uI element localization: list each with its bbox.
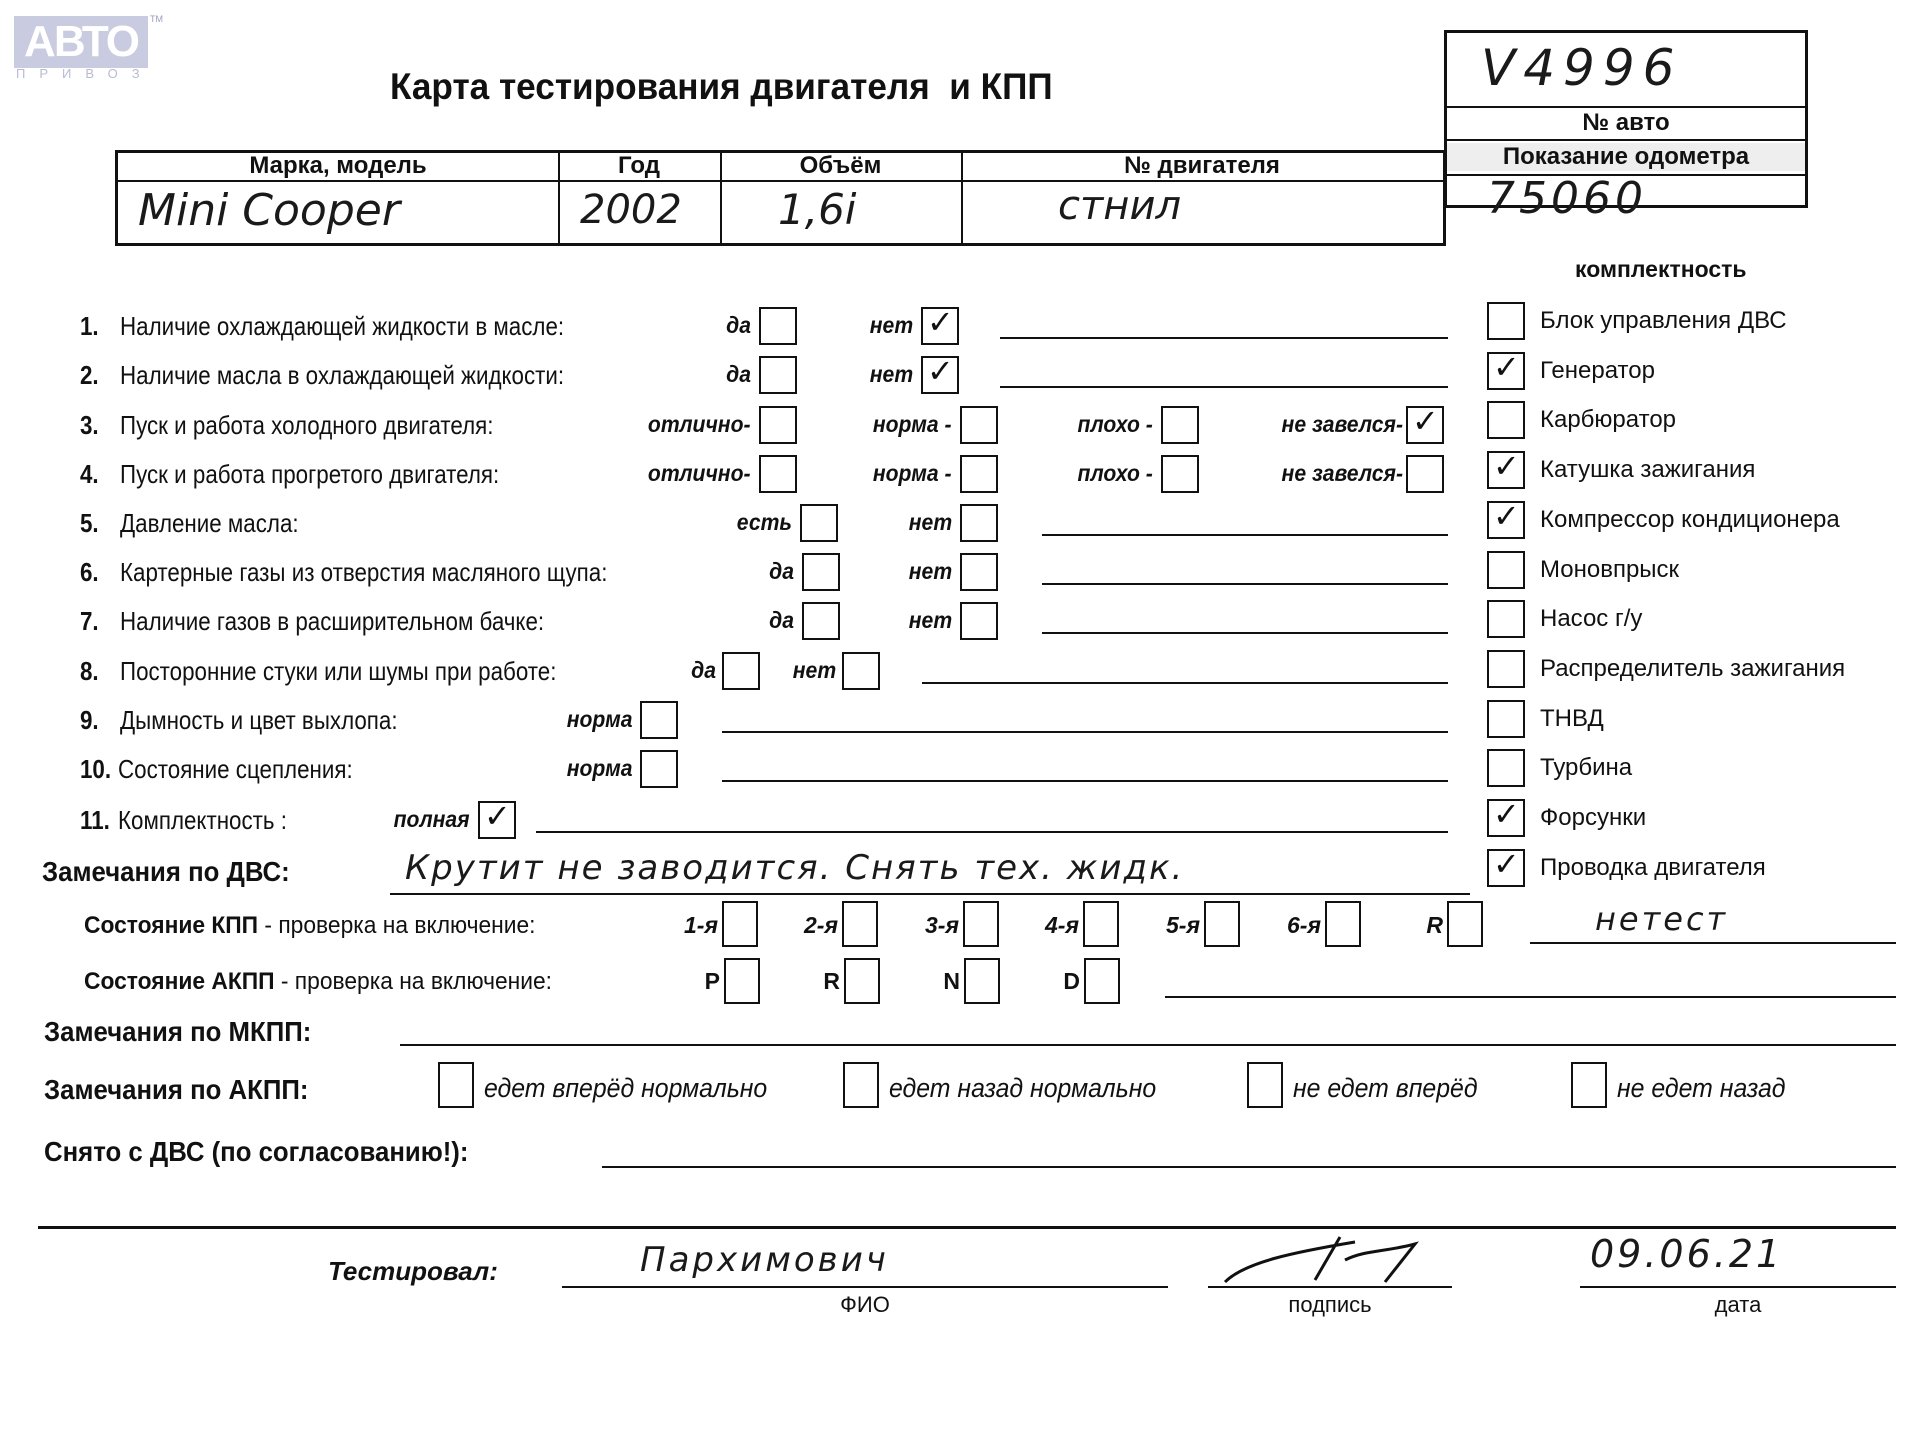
completeness-item-label: Распределитель зажигания — [1540, 654, 1846, 682]
question-text: Картерные газы из отверстия масляного щупа: — [120, 557, 608, 587]
option-checkbox[interactable] — [1161, 455, 1199, 493]
gear-label: R — [1426, 912, 1443, 938]
page-title: Карта тестирования двигателя и КПП — [390, 66, 1053, 107]
signature-caption: подпись — [1288, 1292, 1372, 1317]
option-label: норма — [566, 755, 632, 781]
auto-gearbox-note-line — [1165, 996, 1896, 998]
auto-position-label: P — [704, 968, 720, 994]
option-checkbox[interactable] — [759, 356, 797, 394]
question-text: Давление масла: — [120, 508, 299, 538]
signature-mark — [1215, 1232, 1445, 1292]
check-mark-icon: ✓ — [1493, 795, 1520, 833]
engine-number-value[interactable]: стнил — [1058, 183, 1182, 229]
question-text: Наличие охлаждающей жидкости в масле: — [120, 311, 565, 341]
gear-checkbox[interactable] — [1447, 901, 1483, 947]
manual-gearbox-note[interactable]: нетест — [1595, 900, 1729, 938]
akpp-option-label: едет назад нормально — [889, 1073, 1157, 1103]
gear-label: 6-я — [1287, 912, 1321, 938]
question-text: Наличие масла в охлаждающей жидкости: — [120, 360, 565, 390]
option-label: нет — [908, 607, 952, 633]
option-checkbox[interactable] — [960, 455, 998, 493]
completeness-item-label: Турбина — [1540, 754, 1633, 782]
option-checkbox[interactable] — [960, 602, 998, 640]
mkpp-remarks-line[interactable] — [400, 1044, 1896, 1046]
option-checkbox[interactable] — [1406, 455, 1444, 493]
check-mark-icon: ✓ — [1412, 402, 1439, 440]
manual-gearbox-label-rest: - проверка на включение: — [258, 912, 536, 939]
engine-remarks-value[interactable]: Крутит не заводится. Снять тех. жидк. — [405, 848, 1185, 888]
completeness-title: комплектность — [1575, 256, 1747, 282]
option-checkbox[interactable] — [960, 553, 998, 591]
vehicle-info-table — [115, 150, 1446, 246]
completeness-checkbox[interactable] — [1487, 795, 1525, 837]
question-number: 6. — [80, 557, 99, 587]
gear-checkbox[interactable] — [1204, 901, 1240, 947]
option-checkbox[interactable] — [759, 307, 797, 345]
separator-line — [38, 1226, 1896, 1229]
car-number-value[interactable]: V4996 — [1481, 39, 1683, 97]
question-number: 8. — [80, 656, 99, 686]
completeness-checkbox[interactable] — [1487, 347, 1525, 390]
completeness-item-label: Катушка зажигания — [1540, 456, 1756, 484]
option-label: отлично- — [648, 411, 751, 437]
check-mark-icon: ✓ — [927, 303, 954, 341]
auto-position-checkbox[interactable] — [724, 958, 760, 1004]
column-header-volume: Объём — [799, 152, 882, 179]
option-checkbox[interactable] — [640, 701, 678, 739]
auto-gearbox-label-rest: - проверка на включение: — [274, 968, 552, 995]
gear-checkbox[interactable] — [842, 901, 878, 947]
completeness-checkbox[interactable] — [1487, 447, 1525, 489]
question-number: 2. — [80, 360, 99, 390]
completeness-checkbox[interactable] — [1487, 700, 1525, 738]
gear-label: 2-я — [804, 912, 838, 938]
completeness-checkbox[interactable] — [1487, 302, 1525, 340]
option-label: полная — [393, 806, 470, 832]
option-label: есть — [736, 509, 792, 535]
removed-label: Снято с ДВС (по согласованию!): — [44, 1136, 469, 1167]
check-mark-icon: ✓ — [1493, 347, 1520, 386]
option-label: нет — [869, 312, 913, 338]
completeness-item-label: Генератор — [1540, 356, 1655, 384]
option-label: да — [726, 361, 751, 387]
option-checkbox[interactable] — [802, 553, 840, 591]
car-number-box — [1444, 30, 1808, 224]
completeness-checkbox[interactable] — [1487, 496, 1525, 539]
akpp-option-label: не едет назад — [1617, 1073, 1786, 1103]
completeness-item-label: Карбюратор — [1540, 406, 1677, 434]
option-label: нет — [908, 509, 952, 535]
name-line — [562, 1286, 1168, 1288]
option-label: норма - — [873, 460, 952, 486]
option-label: не завелся- — [1281, 460, 1403, 486]
auto-position-checkbox[interactable] — [1084, 958, 1120, 1004]
completeness-item-label: Компрессор кондиционера — [1540, 505, 1840, 533]
question-number: 10. — [80, 754, 112, 784]
option-checkbox[interactable] — [802, 602, 840, 640]
option-label: нет — [908, 558, 952, 584]
completeness-item-label: Моновпрыск — [1540, 555, 1680, 583]
logo-subtitle: ПРИВОЗ — [16, 66, 154, 81]
manual-gearbox-label — [84, 912, 536, 940]
option-checkbox[interactable] — [640, 750, 678, 788]
volume-value[interactable]: 1,6i — [778, 185, 857, 234]
question-text: Комплектность : — [118, 805, 287, 835]
completeness-item-label: Проводка двигателя — [1540, 853, 1766, 881]
option-checkbox[interactable] — [722, 652, 760, 690]
question-notes-line[interactable] — [722, 780, 1448, 782]
auto-position-label: D — [1063, 968, 1080, 994]
option-checkbox[interactable] — [759, 455, 797, 493]
car-number-label: № авто — [1582, 109, 1670, 136]
option-label: норма — [566, 706, 632, 732]
akpp-option-label: едет вперёд нормально — [484, 1073, 768, 1103]
question-text: Пуск и работа холодного двигателя: — [120, 410, 494, 440]
completeness-item-label: Блок управления ДВС — [1540, 307, 1787, 334]
option-label: да — [726, 312, 751, 338]
option-label: да — [769, 558, 794, 584]
question-number: 9. — [80, 705, 99, 735]
logo: АВТО — [14, 16, 148, 68]
check-mark-icon: ✓ — [1493, 844, 1520, 883]
option-checkbox[interactable] — [1406, 402, 1444, 444]
option-label: да — [769, 607, 794, 633]
option-checkbox[interactable] — [759, 406, 797, 444]
gear-label: 4-я — [1045, 912, 1079, 938]
question-notes-line[interactable] — [1000, 337, 1448, 339]
manual-gearbox-note-line — [1530, 942, 1896, 944]
question-text: Пуск и работа прогретого двигателя: — [120, 459, 500, 489]
option-label: нет — [869, 361, 913, 387]
option-label: да — [691, 657, 716, 683]
option-checkbox[interactable] — [960, 406, 998, 444]
completeness-checkbox[interactable] — [1487, 650, 1525, 688]
removed-line[interactable] — [602, 1166, 1896, 1168]
auto-gearbox-label-bold: Состояние АКПП — [84, 968, 275, 995]
trademark: TM — [150, 14, 163, 24]
completeness-checkbox[interactable] — [1487, 401, 1525, 439]
question-text: Посторонние стуки или шумы при работе: — [120, 656, 557, 686]
akpp-option-checkbox[interactable] — [1247, 1062, 1283, 1108]
date-value[interactable]: 09.06.21 — [1590, 1232, 1784, 1276]
column-header-engine-number: № двигателя — [1124, 152, 1280, 179]
completeness-checkbox[interactable] — [1487, 844, 1525, 887]
option-checkbox[interactable] — [960, 504, 998, 542]
year-value[interactable]: 2002 — [580, 187, 682, 233]
odometer-label: Показание одометра — [1447, 143, 1805, 171]
question-notes-line[interactable] — [1042, 632, 1448, 634]
question-number: 3. — [80, 410, 99, 440]
question-text: Состояние сцепления: — [118, 754, 353, 784]
check-mark-icon: ✓ — [927, 352, 954, 390]
gear-checkbox[interactable] — [963, 901, 999, 947]
option-checkbox[interactable] — [1161, 406, 1199, 444]
gear-checkbox[interactable] — [722, 901, 758, 947]
completeness-item-label: Насос г/у — [1540, 605, 1643, 633]
akpp-remarks-label: Замечания по АКПП: — [44, 1074, 309, 1105]
engine-remarks-line — [390, 893, 1470, 895]
question-text: Дымность и цвет выхлопа: — [120, 705, 398, 735]
option-label: норма - — [873, 411, 952, 437]
auto-position-checkbox[interactable] — [844, 958, 880, 1004]
gear-checkbox[interactable] — [1083, 901, 1119, 947]
question-number: 11. — [80, 805, 110, 835]
question-notes-line[interactable] — [1042, 583, 1448, 585]
option-label: нет — [792, 657, 836, 683]
manual-gearbox-label-bold: Состояние КПП — [84, 912, 259, 939]
date-caption: дата — [1714, 1292, 1762, 1317]
completeness-checkbox[interactable] — [1487, 600, 1525, 638]
completeness-item-label: ТНВД — [1540, 704, 1604, 732]
question-notes-line[interactable] — [722, 731, 1448, 733]
gear-label: 1-я — [684, 912, 718, 938]
completeness-checkbox[interactable] — [1487, 551, 1525, 589]
engine-remarks-label: Замечания по ДВС: — [42, 856, 290, 887]
check-mark-icon: ✓ — [1493, 496, 1520, 535]
column-header-model: Марка, модель — [249, 152, 427, 179]
option-checkbox[interactable] — [478, 797, 516, 839]
option-checkbox[interactable] — [842, 652, 880, 690]
auto-position-label: N — [943, 968, 960, 994]
question-number: 7. — [80, 606, 99, 636]
auto-position-label: R — [823, 968, 840, 994]
mkpp-remarks-label: Замечания по МКПП: — [44, 1016, 312, 1047]
option-label: плохо - — [1077, 411, 1153, 437]
option-checkbox[interactable] — [921, 303, 959, 345]
gear-label: 3-я — [925, 912, 959, 938]
question-notes-line[interactable] — [536, 831, 1448, 833]
akpp-option-checkbox[interactable] — [1571, 1062, 1607, 1108]
completeness-checkbox[interactable] — [1487, 749, 1525, 787]
gear-checkbox[interactable] — [1325, 901, 1361, 947]
akpp-option-checkbox[interactable] — [438, 1062, 474, 1108]
auto-gearbox-label — [84, 968, 552, 996]
gear-label: 5-я — [1166, 912, 1200, 938]
question-text: Наличие газов в расширительном бачке: — [120, 606, 545, 636]
option-label: не завелся- — [1281, 411, 1403, 437]
question-number: 1. — [80, 311, 99, 341]
completeness-item-label: Форсунки — [1540, 804, 1647, 831]
option-checkbox[interactable] — [800, 504, 838, 542]
odometer-value[interactable]: 75060 — [1487, 173, 1647, 224]
question-notes-line[interactable] — [1000, 386, 1448, 388]
tester-name[interactable]: Пархимович — [640, 1240, 889, 1280]
question-notes-line[interactable] — [922, 682, 1448, 684]
question-notes-line[interactable] — [1042, 534, 1448, 536]
option-label: отлично- — [648, 460, 751, 486]
question-number: 4. — [80, 459, 99, 489]
akpp-option-checkbox[interactable] — [843, 1062, 879, 1108]
column-header-year: Год — [618, 152, 660, 179]
check-mark-icon: ✓ — [1493, 447, 1520, 486]
question-number: 5. — [80, 508, 99, 538]
option-checkbox[interactable] — [921, 352, 959, 394]
option-label: плохо - — [1077, 460, 1153, 486]
check-mark-icon: ✓ — [484, 797, 511, 835]
model-value[interactable]: Mini Cooper — [138, 185, 400, 236]
auto-position-checkbox[interactable] — [964, 958, 1000, 1004]
name-caption: ФИО — [840, 1292, 890, 1317]
akpp-option-label: не едет вперёд — [1293, 1073, 1478, 1103]
date-line — [1580, 1286, 1896, 1288]
tested-by-label: Тестировал: — [328, 1256, 498, 1286]
